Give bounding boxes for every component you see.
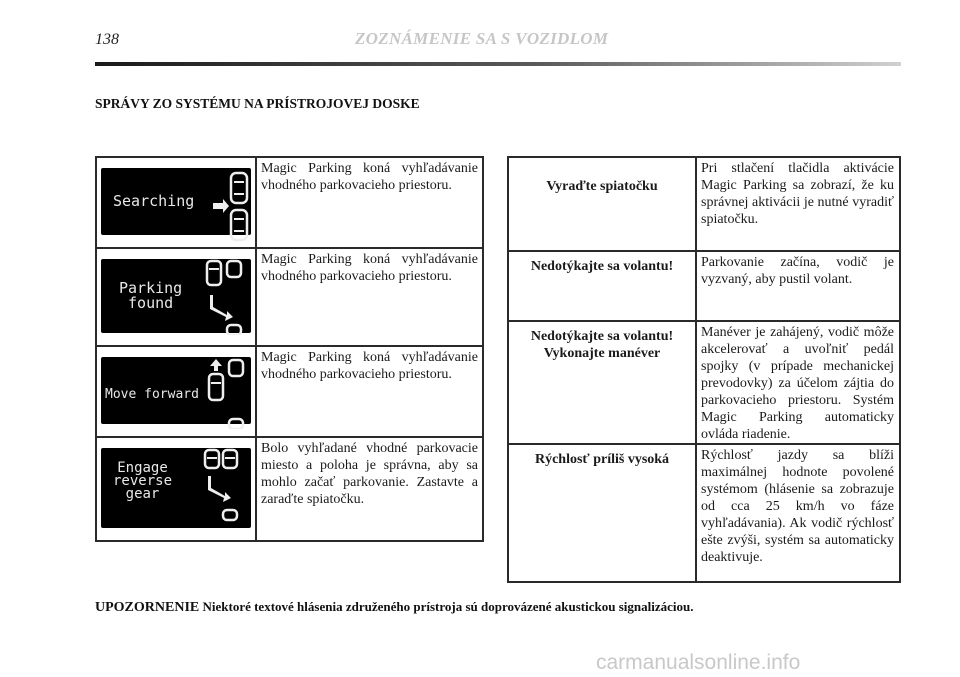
table-row [508,251,900,321]
description-cell: Bolo vyhľadané vhodné parkovacie miesto a poloha je správna, aby sa mohlo začať parkovanie. Zastavte a zaraďte spiatočku. [256,437,483,541]
lcd-text: Searching [113,192,195,210]
warning-text: Niektoré textové hlásenia združeného prístroja sú doprovázené akustickou signalizáciou. [202,599,694,614]
description-cell: Rýchlosť jazdy sa blíži maximálnej hodnote povolené systémom (hlásenie sa zobrazuje od cca 25 km/h vo fáze vyhľadávania). Ak vodič rýchlosť ešte zvýši, systém sa automaticky deaktivuje. [696,444,900,582]
table-row [96,157,483,248]
running-head: ZOZNÁMENIE SA S VOZIDLOM [355,29,609,48]
page-number: 138 [95,31,119,48]
description-cell: Magic Parking koná vyhľadávanie vhodného parkovacieho priestoru. [256,157,483,248]
message-label: Vyraďte spiatočku [508,157,696,251]
message-label: Nedotýkajte sa volantu! Vykonajte manéver [508,321,696,444]
description-cell: Parkovanie začína, vodič je vyzvaný, aby pustil volant. [696,251,900,321]
lcd-display [101,357,251,424]
table-row [96,437,483,541]
table-row [96,248,483,346]
lcd-text: Move forward [105,387,199,402]
description-cell: Pri stlačení tlačidla aktivácie Magic Parking sa zobrazí, že ku správnej aktivácii je nutné vyradiť spiatočku. [696,157,900,251]
message-label: Rýchlosť príliš vysoká [508,444,696,582]
lcd-text: Engage reverse gear [113,460,173,502]
watermark: carmanualsonline.info [596,651,801,674]
table-row [96,346,483,437]
table-row [508,157,900,251]
section-title: SPRÁVY ZO SYSTÉMU NA PRÍSTROJOVEJ DOSKE [95,96,420,111]
description-cell: Magic Parking koná vyhľadávanie vhodného parkovacieho priestoru. [256,248,483,346]
lcd-display [101,448,251,528]
move-forward-icon [205,357,249,429]
display-messages-table [95,156,484,542]
table-row [508,321,900,444]
header-rule [95,62,901,66]
display-image-cell [96,248,256,346]
display-image-cell [96,157,256,248]
description-cell: Manéver je zahájený, vodič môže akcelerovať a uvoľniť pedál spojky (v prípade mechanickej prevodovky) za účelom zájtia do parkovacieho priestoru. Systém Magic Parking automaticky ovláda riadenie. [696,321,900,444]
engage-reverse-icon [201,448,245,524]
messages-description-table [507,156,901,583]
warning-note [95,599,693,616]
parking-found-icon [203,259,247,335]
table-row [508,444,900,582]
lcd-display [101,168,251,235]
display-image-cell [96,437,256,541]
warning-title: UPOZORNENIE [95,600,200,615]
message-label: Nedotýkajte sa volantu! [508,251,696,321]
lcd-display [101,259,251,333]
parking-search-icon [211,170,251,242]
description-cell: Magic Parking koná vyhľadávanie vhodného parkovacieho priestoru. [256,346,483,437]
lcd-text: Parking found [119,279,183,312]
display-image-cell [96,346,256,437]
